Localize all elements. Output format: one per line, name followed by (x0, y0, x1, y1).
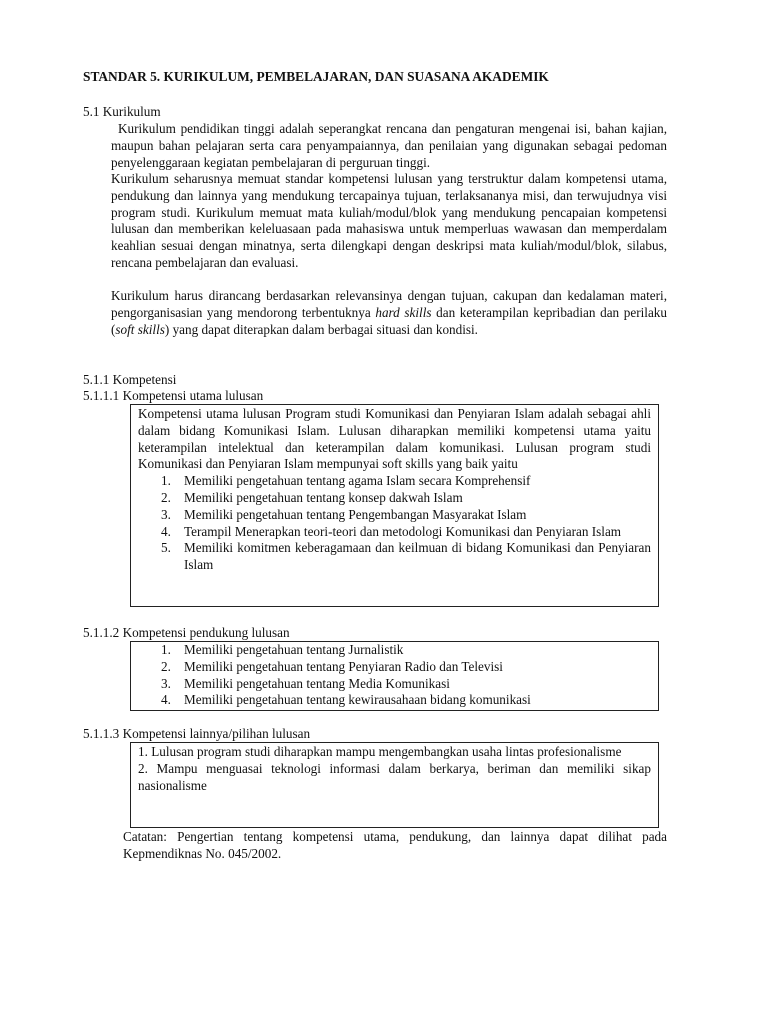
list-item (138, 642, 651, 659)
list-text: Memiliki pengetahuan tentang kewirausahaan bidang komunikasi (184, 692, 531, 708)
list-text: Terampil Menerapkan teori-teori dan metodologi Komunikasi dan Penyiaran Islam (184, 523, 622, 539)
list-text: Memiliki pengetahuan tentang Jurnalistik (184, 642, 404, 657)
list-text: Memiliki pengetahuan tentang agama Islam secara Komprehensif (184, 473, 531, 489)
list-text: Memiliki komitmen keberagamaan dan keilmuan di bidang Komunikasi dan Penyiaran Islam (184, 540, 651, 573)
section-heading-kompetensi: 5.1.1 Kompetensi (83, 372, 177, 387)
paragraph-text: dan keterampilan kepribadian dan perilaku ( (111, 304, 667, 337)
kompetensi-pendukung-list (138, 642, 651, 709)
list-text: Memiliki pengetahuan tentang Media Komunikasi (184, 675, 450, 691)
list-text: Memiliki pengetahuan tentang konsep dakwah Islam (184, 489, 463, 505)
list-item (138, 507, 651, 524)
list-number: 4. (161, 692, 171, 708)
paragraph-kurikulum-design (111, 288, 667, 338)
kompetensi-utama-intro: Kompetensi utama lulusan Program studi Komunikasi dan Penyiaran Islam adalah sebagai ahli dalam bidang Komunikasi Islam. Lulusan diharapkan memiliki kompetensi utama yaitu keterampilan intelektual dan keterampilan dalam komunikasi. Lulusan program studi Komunikasi dan Penyiaran Islam mempunyai soft skills yang baik yaitu (138, 406, 651, 472)
soft-skills-term: soft skills (115, 321, 165, 337)
list-text: Memiliki pengetahuan tentang Pengembangan Masyarakat Islam (184, 506, 527, 522)
list-number: 1. (161, 642, 171, 657)
list-number: 3. (161, 506, 171, 522)
list-item (138, 676, 651, 693)
list-item (138, 540, 651, 574)
kompetensi-lainnya-item-2: 2. Mampu menguasai teknologi informasi dalam berkarya, beriman dan memiliki sikap nasionalisme (138, 760, 651, 793)
kompetensi-utama-list (138, 473, 651, 574)
list-text: Memiliki pengetahuan tentang Penyiaran Radio dan Televisi (184, 658, 503, 674)
document-title: STANDAR 5. KURIKULUM, PEMBELAJARAN, DAN SUASANA AKADEMIK (83, 69, 549, 84)
list-number: 4. (161, 523, 171, 539)
hard-skills-term: hard skills (375, 304, 432, 320)
paragraph-text: Kurikulum harus dirancang berdasarkan relevansinya dengan tujuan, cakupan dan kedalaman materi, pengorganisasian yang mendorong terbentuknya (111, 288, 667, 320)
kompetensi-utama-box (130, 404, 659, 607)
subsection-heading-kompetensi-utama: 5.1.1.1 Kompetensi utama lulusan (83, 388, 264, 403)
paragraph-text: ) yang dapat diterapkan dalam berbagai situasi dan kondisi. (164, 321, 478, 337)
list-item (138, 524, 651, 541)
list-item (138, 692, 651, 709)
list-item (138, 659, 651, 676)
subsection-heading-kompetensi-pendukung: 5.1.1.2 Kompetensi pendukung lulusan (83, 625, 290, 640)
paragraph-kurikulum-content: Kurikulum seharusnya memuat standar kompetensi lulusan yang terstruktur dalam kompetensi utama, pendukung dan lainnya yang mendukung tercapainya tujuan, terlaksananya misi, dan terwujudnya visi program studi. Kurikulum memuat mata kuliah/modul/blok yang mendukung pencapaian kompetensi lulusan dan memberikan keleluasaan pada mahasiswa untuk memperluas wawasan dan memperdalam keahlian sesuai dengan minatnya, serta dilengkapi dengan deskripsi mata kuliah/modul/blok, silabus, rencana pembelajaran dan evaluasi. (111, 171, 667, 270)
kompetensi-lainnya-box (130, 742, 659, 828)
kompetensi-pendukung-box (130, 641, 659, 711)
subsection-heading-kompetensi-lainnya: 5.1.1.3 Kompetensi lainnya/pilihan lulusan (83, 726, 311, 741)
list-number: 3. (161, 675, 171, 691)
kompetensi-lainnya-item-1: 1. Lulusan program studi diharapkan mampu mengembangkan usaha lintas profesionalisme (138, 744, 622, 759)
list-number: 2. (161, 658, 171, 674)
list-number: 1. (161, 473, 171, 489)
list-item (138, 490, 651, 507)
list-number: 5. (161, 540, 171, 556)
paragraph-kurikulum-definition: Kurikulum pendidikan tinggi adalah seperangkat rencana dan pengaturan mengenai isi, bahan kajian, maupun bahan pelajaran serta cara penyampaiannya, dan penilaian yang digunakan sebagai pedoman penyelenggaraan kegiatan pembelajaran di perguruan tinggi. (111, 121, 667, 170)
list-item (138, 473, 651, 490)
catatan-note: Catatan: Pengertian tentang kompetensi utama, pendukung, dan lainnya dapat dilihat pada Kepmendiknas No. 045/2002. (123, 829, 667, 861)
section-heading-kurikulum: 5.1 Kurikulum (83, 104, 161, 119)
list-number: 2. (161, 489, 171, 505)
